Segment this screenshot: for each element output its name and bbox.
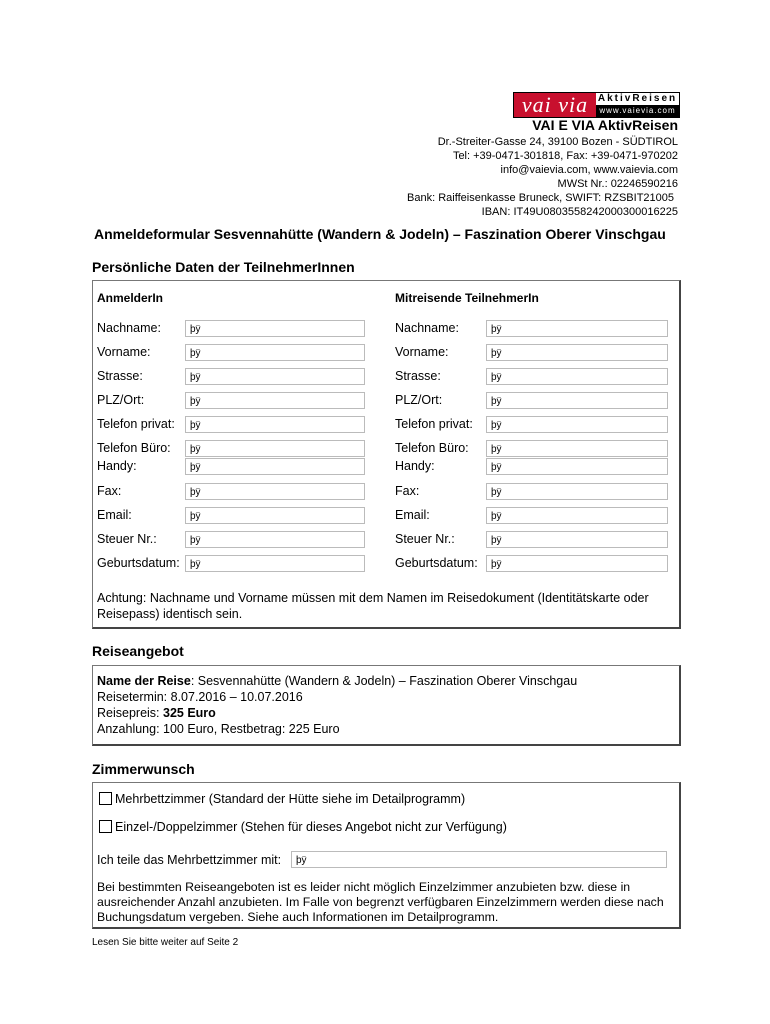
telefon-buero-field[interactable]: þÿ (185, 440, 365, 457)
address-line: info@vaievia.com, www.vaievia.com (500, 164, 678, 176)
label-fax-companion: Fax: (395, 484, 420, 498)
logo-tagline: AktivReisen (597, 93, 678, 104)
trip-name-value: : Sesvennahütte (Wandern & Jodeln) – Faszination Oberer Vinschgau (190, 674, 578, 688)
label-strasse-companion: Strasse: (395, 369, 441, 383)
label-handy: Handy: (97, 459, 137, 473)
label-telefon-buero: Telefon Büro: (97, 441, 171, 455)
label-plz-ort-companion: PLZ/Ort: (395, 393, 443, 407)
companion-vorname-field[interactable]: þÿ (486, 344, 668, 361)
label-nachname: Nachname: (97, 321, 161, 335)
vorname-field[interactable]: þÿ (185, 344, 365, 361)
companion-email-field[interactable]: þÿ (486, 507, 668, 524)
telefon-privat-field[interactable]: þÿ (185, 416, 365, 433)
logo-wordmark: vai via (514, 93, 596, 117)
mehrbett-checkbox[interactable] (99, 792, 112, 805)
plz-ort-field[interactable]: þÿ (185, 392, 365, 409)
strasse-field[interactable]: þÿ (185, 368, 365, 385)
companion-steuer-nr-field[interactable]: þÿ (486, 531, 668, 548)
address-line: Tel: +39-0471-301818, Fax: +39-0471-970202 (452, 150, 678, 162)
label-strasse: Strasse: (97, 369, 143, 383)
label-email: Email: (97, 508, 132, 522)
room-note: Bei bestimmten Reiseangeboten ist es leider nicht möglich Einzelzimmer anzubieten bzw. diese in ausreichender Anzahl anzubieten. Im Falle von begrenzt verfügbaren Einzelzimmern werden diese nach Buchungsdatum vergeben. Siehe auch Informationen im Detailprogramm. (97, 880, 664, 924)
label-nachname-companion: Nachname: (395, 321, 459, 335)
address-line: Bank: Raiffeisenkasse Bruneck, SWIFT: RZSBIT21005 (407, 192, 674, 204)
trip-name-label: Name der Reise (97, 674, 191, 688)
column-head-companion: Mitreisende TeilnehmerIn (395, 291, 539, 305)
column-head-registrant: AnmelderIn (97, 291, 164, 305)
label-telefon-privat-companion: Telefon privat: (395, 417, 473, 431)
identity-note: Achtung: Nachname und Vorname müssen mit dem Namen im Reisedokument (Identitätskarte oder Reisepass) identisch sein. (97, 591, 649, 621)
form-title: Anmeldeformular Sesvennahütte (Wandern & Jodeln) – Faszination Oberer Vinschgau (94, 226, 666, 242)
address-line: MWSt Nr.: 02246590216 (557, 178, 678, 190)
companion-telefon-buero-field[interactable]: þÿ (486, 440, 668, 457)
label-vorname: Vorname: (97, 345, 151, 359)
company-logo (513, 92, 680, 118)
label-steuer-nr-companion: Steuer Nr.: (395, 532, 455, 546)
geburtsdatum-field[interactable]: þÿ (185, 555, 365, 572)
handy-field[interactable]: þÿ (185, 458, 365, 475)
company-name: VAI E VIA AktivReisen (532, 117, 678, 133)
trip-name (97, 673, 577, 689)
companion-fax-field[interactable]: þÿ (486, 483, 668, 500)
trip-price (97, 705, 216, 721)
label-steuer-nr: Steuer Nr.: (97, 532, 157, 546)
label-plz-ort: PLZ/Ort: (97, 393, 145, 407)
label-fax: Fax: (97, 484, 122, 498)
einzel-doppel-label: Einzel-/Doppelzimmer (Stehen für dieses Angebot nicht zur Verfügung) (115, 820, 507, 834)
companion-telefon-privat-field[interactable]: þÿ (486, 416, 668, 433)
section-title-offer: Reiseangebot (92, 643, 184, 659)
companion-handy-field[interactable]: þÿ (486, 458, 668, 475)
companion-strasse-field[interactable]: þÿ (486, 368, 668, 385)
email-field[interactable]: þÿ (185, 507, 365, 524)
logo-url: www.vaievia.com (596, 105, 679, 117)
label-telefon-buero-companion: Telefon Büro: (395, 441, 469, 455)
label-geburtsdatum-companion: Geburtsdatum: (395, 556, 478, 570)
label-vorname-companion: Vorname: (395, 345, 449, 359)
footer-note: Lesen Sie bitte weiter auf Seite 2 (92, 937, 239, 948)
address-line: IBAN: IT49U0803558242000300016225 (481, 206, 678, 218)
nachname-field[interactable]: þÿ (185, 320, 365, 337)
companion-plz-ort-field[interactable]: þÿ (486, 392, 668, 409)
label-telefon-privat: Telefon privat: (97, 417, 175, 431)
section-title-personal: Persönliche Daten der TeilnehmerInnen (92, 259, 355, 275)
label-geburtsdatum: Geburtsdatum: (97, 556, 180, 570)
mehrbett-label: Mehrbettzimmer (Standard der Hütte siehe im Detailprogramm) (115, 792, 466, 806)
trip-deposit: Anzahlung: 100 Euro, Restbetrag: 225 Euro (97, 722, 340, 736)
share-room-field[interactable]: þÿ (291, 851, 667, 868)
trip-price-label: Reisepreis: (97, 706, 163, 720)
label-email-companion: Email: (395, 508, 430, 522)
companion-nachname-field[interactable]: þÿ (486, 320, 668, 337)
trip-price-value: 325 Euro (163, 706, 216, 720)
trip-date: Reisetermin: 8.07.2016 – 10.07.2016 (97, 690, 303, 704)
address-line: Dr.-Streiter-Gasse 24, 39100 Bozen - SÜDTIROL (437, 136, 678, 148)
section-title-room: Zimmerwunsch (92, 761, 195, 777)
fax-field[interactable]: þÿ (185, 483, 365, 500)
share-room-label: Ich teile das Mehrbettzimmer mit: (97, 853, 282, 867)
companion-geburtsdatum-field[interactable]: þÿ (486, 555, 668, 572)
einzel-doppel-checkbox[interactable] (99, 820, 112, 833)
label-handy-companion: Handy: (395, 459, 435, 473)
steuer-nr-field[interactable]: þÿ (185, 531, 365, 548)
